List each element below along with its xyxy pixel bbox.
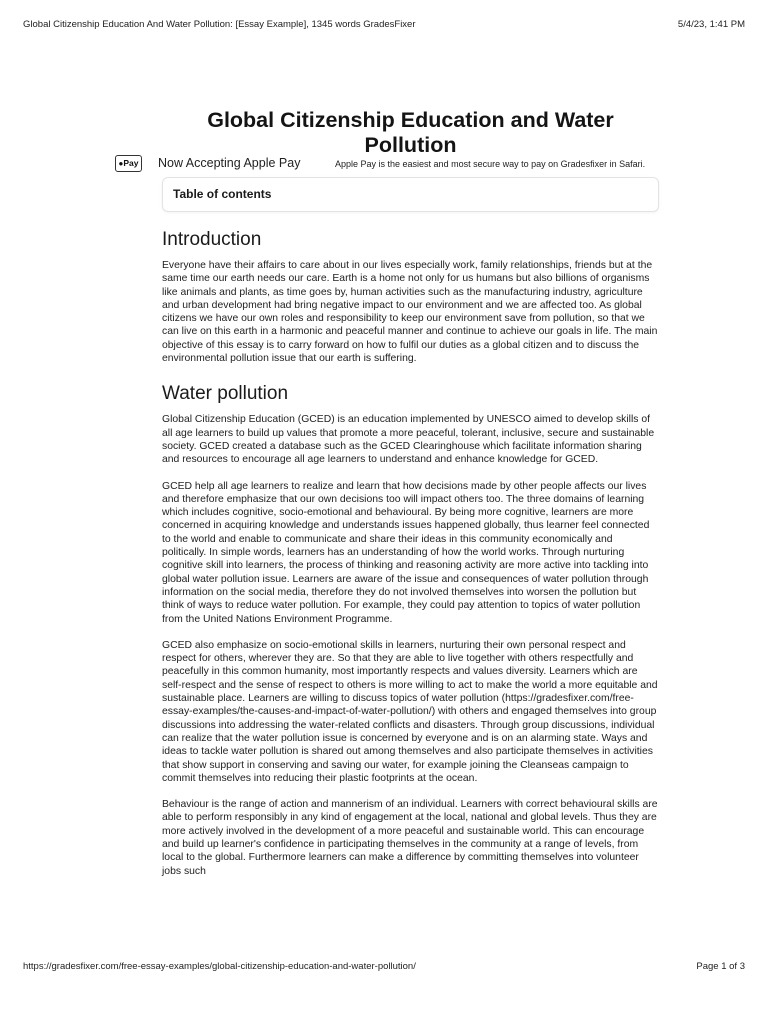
section-heading-introduction: Introduction: [162, 229, 262, 250]
apple-icon: ●: [118, 159, 124, 168]
paragraph: GCED also emphasize on socio-emotional skills in learners, nurturing their own personal respect and respect for others, wherever they are. So that they are able to live together with others respectfully and peacefully in this common humanity, most importantly respects and values diversity. Learners which are self-respect and the sense of respect to others is more willing to act to make the world a more equitable and sustainable place. Learners are willing to discuss topics of water pollution (https://gradesfixer.com/free-essay-examples/the-causes-and-impact-of-water-pollution/) with others and engaged themselves into group discussions into addressing the water-related conflicts and disasters. Through group discussions, individual can realize that the water pollution issue is concerned by everyone and is on an alarming state. Ways and ideas to tackle water pollution is shared out among themselves and also participate themselves in activities that show support in conserving and saving our water, for example joining the Cleanseas campaign to commit themselves into reducing their plastic footprints at the ocean.: [162, 639, 658, 784]
apple-pay-banner[interactable]: [113, 154, 693, 176]
table-of-contents-label[interactable]: Table of contents: [173, 187, 272, 201]
apple-pay-subtext: Apple Pay is the easiest and most secure way to pay on Gradesfixer in Safari.: [335, 159, 646, 169]
section-heading-water-pollution: Water pollution: [162, 383, 289, 405]
print-header-title: Global Citizenship Education And Water Pollution: [Essay Example], 1345 words GradesFixer: [23, 19, 416, 30]
apple-pay-badge: [115, 155, 142, 172]
paragraph: Everyone have their affairs to care about in our lives especially work, family relationships, friends but at the same time our earth needs our care. Earth is a home not only for us humans but also billions of organisms like animals and plants, as time goes by, human activities such as the manufacturing industry, agriculture and urban development had bring negative impact to our environment and we are affected too. As global citizens we have our own roles and responsibility to keep our environment save from pollution, so that we can live on this earth in a harmonic and peaceful manner and continue to achieve our goals in life. The main objective of this essay is to carry forward on how to fulfil our duties as a global citizen and to discuss the environmental pollution issue that our earth is suffering.: [162, 260, 658, 365]
essay-title: Global Citizenship Education and Water Pollution: [207, 108, 614, 157]
apple-pay-heading: Now Accepting Apple Pay: [158, 156, 301, 170]
apple-pay-badge-label: Pay: [123, 158, 139, 168]
paragraph: Behaviour is the range of action and mannerism of an individual. Learners with correct behavioural skills are able to perform responsibly in any kind of engagement at the local, national and global levels. Thus they are more actively involved in the development of a more peaceful and sustainable world. This can encourage and build up learner's confidence in participating themselves in the community at a range of levels, from local to the global. Furthermore learners can make a difference by committing themselves into volunteer jobs such: [162, 799, 658, 877]
page-number: Page 1 of 3: [696, 961, 745, 972]
paragraph: GCED help all age learners to realize and learn that how decisions made by other people affects our lives and therefore emphasize that our own decisions too will impact others too. The three domains of learning which includes cognitive, socio-emotional and behavioural. By being more cognitive, learners are more concerned in acquiring knowledge and understands issues happened globally, thus learner feel connected to the world and enable to communicate and share their ideas in this community economically and politically. In simple words, learners has an understanding of how the world works. Through nurturing cognitive skill into learners, the process of thinking and reasoning activity are more active into tackling into global water pollution issue. Learners are aware of the issue and consequences of water pollution through information on the social media, therefore they do not involved themselves into worsen the pollution but think of ways to reduce water pollution. For example, they could pay attention to topics of water pollution from the United Nations Environment Programme.: [162, 480, 650, 625]
print-header-datetime: 5/4/23, 1:41 PM: [677, 19, 745, 30]
print-footer: [23, 961, 745, 975]
paragraph: Global Citizenship Education (GCED) is an education implemented by UNESCO aimed to develop skills of all age learners to build up values that promote a more peaceful, tolerant, inclusive, secure and sustainable society. GCED created a database such as the GCED Clearinghouse which facilitate information sharing and resources to encourage all age learners to understand and enhance knowledge for GCED.: [162, 414, 655, 466]
print-header: [23, 19, 745, 33]
print-footer-url: https://gradesfixer.com/free-essay-examples/global-citizenship-education-and-water-pollution/: [23, 961, 416, 972]
essay-body: [162, 228, 659, 891]
table-of-contents[interactable]: [162, 177, 659, 212]
